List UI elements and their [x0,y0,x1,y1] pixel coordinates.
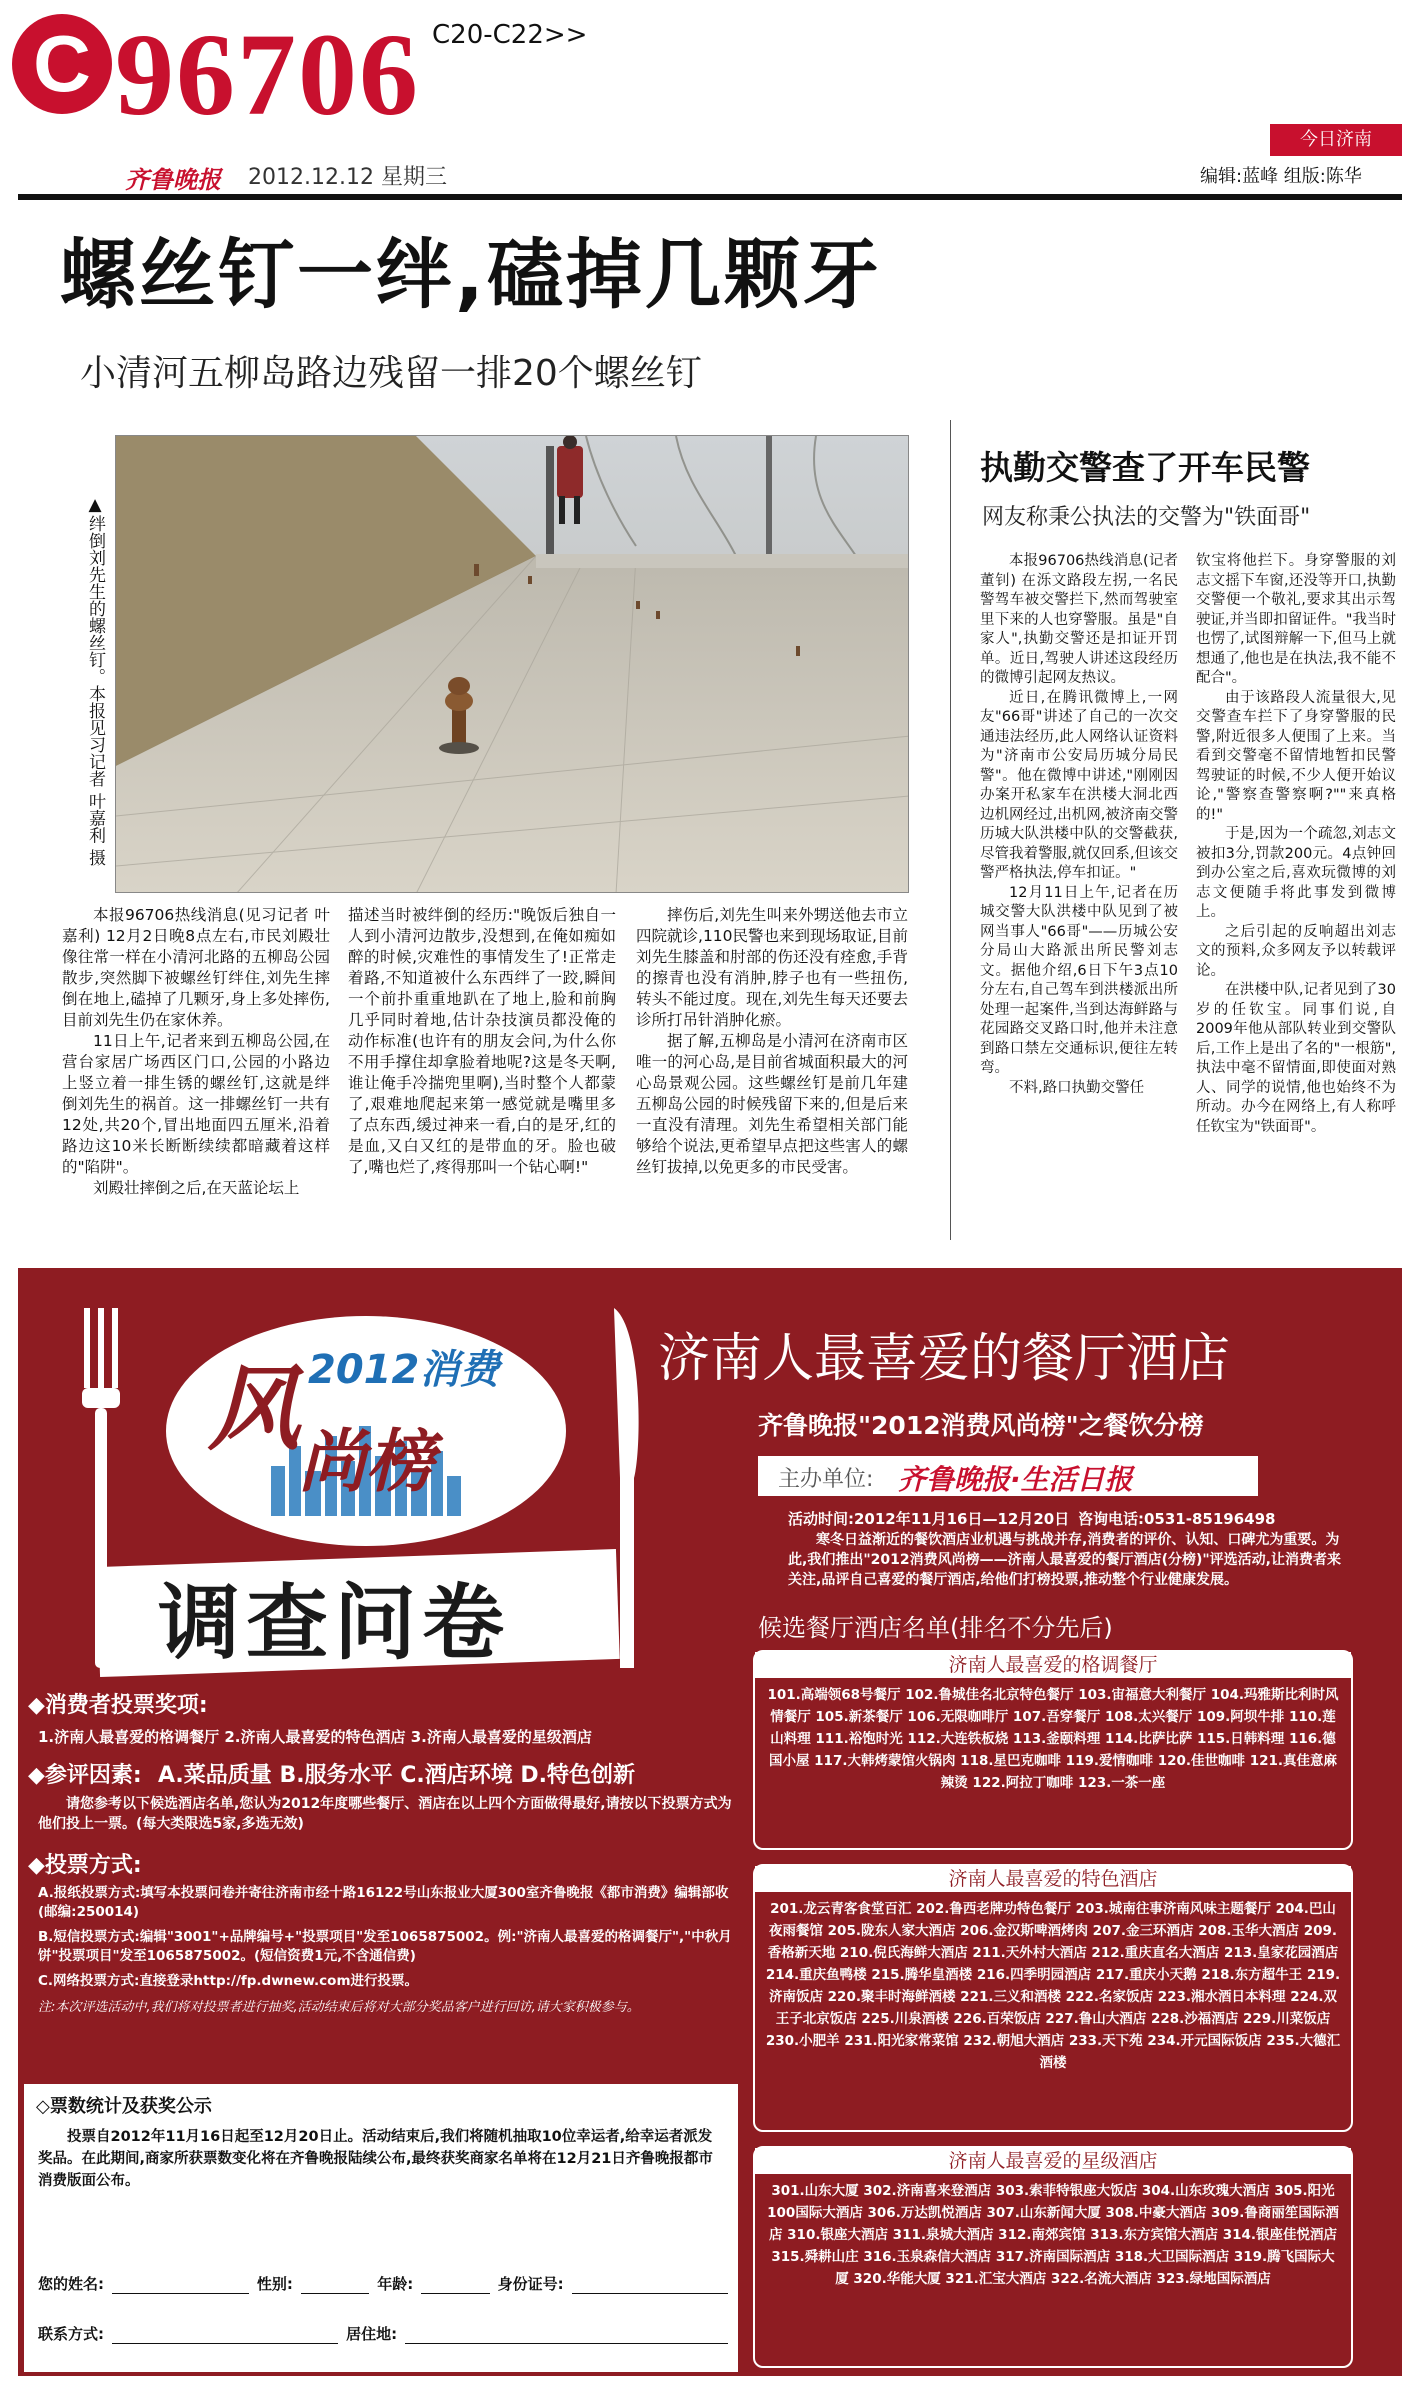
article-headline: 螺丝钉一绊,磕掉几颗牙 [60,230,882,319]
side-article-column-2 [1196,552,1396,1137]
contact-field[interactable] [112,2324,338,2344]
residence-field[interactable] [405,2324,728,2344]
page-reference: C20-C22>> [432,20,588,50]
side-article-headline: 执勤交警查了开车民警 [980,448,1310,487]
host-name: 齐鲁晚报·生活日报 [898,1463,1133,1496]
form-label-id: 身份证号: [497,2275,564,2293]
pedestrian [557,446,583,498]
header-rule [18,194,1402,200]
form-label-gender: 性别: [256,2275,293,2293]
logo-shangbang: 尚榜 [298,1423,435,1502]
vote-method-paper: A.报纸投票方式:填写本投票问卷并寄往济南市经十路16122号山东报业大厦300室齐鲁晚报《都市消费》编辑部收(邮编:250014) [38,1885,729,1920]
list-entries: 201.龙云青客食堂百汇 202.鲁西老牌功特色餐厅 203.城南往事济南风味主题餐厅 204.巴山夜雨餐馆 205.陇东人家大酒店 206.金汉斯啤酒烤肉 207.金三环酒店 208.玉华大酒店 209.香格新天地 210.倪氏海鲜大酒店 211.天外村大酒店 212.重庆直名大酒店 213.皇家花园酒店 214.重庆鱼鸭楼 215.腾华皇酒楼 216.四季明园酒店 217.重庆小天鹅 218.东方超牛王 219.济南饭店 220.聚丰时海鲜酒楼 221.三义和酒楼 222.名家饭店 223.湘水酒日本料理 224.双王子北京饭店 225.川泉酒楼 226.百荣饭店 227.鲁山大酒店 228.沙福酒店 229.川菜饭店 230.小肥羊 231.阳光家常菜馆 232.朝旭大酒店 233.天下苑 234.开元国际饭店 235.大德汇酒楼 [765,1901,1341,2071]
restaurant-survey-ad [18,1268,1402,2376]
article-photo [115,435,909,893]
entry-form [38,2254,728,2344]
article-column-3 [636,905,908,1178]
column-divider [950,420,951,1240]
gender-field[interactable] [301,2274,369,2294]
article-paragraph: 本报96706热线消息(记者 董钊) 在泺文路段左拐,一名民警驾车被交警拦下,然而驾驶室里下来的人也穿警服。虽是"自家人",执勤交警还是扣证开罚单。近日,驾驶人讲述这段经历的微博引起网友热议。 [980,553,1178,686]
article-paragraph: 12月11日上午,记者在历城交警大队洪楼中队见到了被网当事人"66哥"——历城公安分局山大路派出所民警刘志文。据他介绍,6日下午3点10分左右,自己驾车到洪楼派出所处理一起案件,当到达海鲜路与花园路交叉路口时,他并未注意到路口禁左交通标识,便往左转弯。 [980,884,1178,1076]
ad-intro: 寒冬日益渐近的餐饮酒店业机遇与挑战并存,消费者的评价、认知、口碑尤为重要。为此,我们推出"2012消费风尚榜——济南人最喜爱的餐厅酒店(分榜)"评选活动,让消费者来关注,品评自己喜爱的餐厅酒店,给他们打榜投票,推动整个行业健康发展。 [788,1532,1341,1588]
article-paragraph: 在洪楼中队,记者见到了30岁的任钦宝。同事们说,自2009年他从部队转业到交警队后,工作上是出了名的"一根筋",执法中毫不留情面,即使面对熟人、同学的说情,他也始终不为所动。办今在网络上,有人称呼任钦宝为"铁面哥"。 [1196,982,1396,1135]
criteria-heading: ◆参评因素: [28,1763,142,1788]
vote-method-heading: ◆投票方式: [28,1853,142,1878]
list-entries: 101.高端领68号餐厅 102.鲁城佳名北京特色餐厅 103.宙福意大利餐厅 104.玛雅斯比利时风情餐厅 105.新茶餐厅 106.无限咖啡厅 107.吾穿餐厅 108.太兴餐厅 109.阿坝牛排 110.莲山料理 111.裕饱时光 112.大连铁板烧 113.釜颐料理 114.比萨比萨 115.日韩料理 116.德国小屋 117.大韩烤蒙馆火锅肉 118.星巴克咖啡 119.爱情咖啡 120.佳世咖啡 121.真佳意麻辣烫 122.阿拉丁咖啡 123.一茶一座 [767,1687,1339,1791]
article-paragraph: 本报96706热线消息(见习记者 叶嘉利) 12月2日晚8点左右,市民刘殿壮像往常一样在小清河北路的五柳岛公园散步,突然脚下被螺丝钉绊住,刘先生摔倒在地上,磕掉了几颗牙,身上多处摔伤,目前刘先生仍在家休养。 [62,906,330,1029]
article-paragraph: 据了解,五柳岛是小清河在济南市区唯一的河心岛,是目前省城面积最大的河心岛景观公园。这些螺丝钉是前几年建五柳岛公园的时候残留下来的,但是后来一直没有清理。刘先生希望相关部门能够给个说法,更希望早点把这些害人的螺丝钉拔掉,以免更多的市民受害。 [636,1032,908,1176]
article-paragraph: 近日,在腾讯微博上,一网友"66哥"讲述了自己的一次交通违法经历,此人网络认证资料为"济南市公安局历城分局民警"。他在微博中讲述,"刚刚因办案开私家车在洪楼大洞北西边机网经过,出机网,被济南交警历城大队洪楼中队的交警截获,尽管我着警服,就仅回系,但该交警严格执法,停车扣证。" [980,689,1178,881]
side-article-column-1 [980,552,1178,1098]
list-boutique-restaurants [753,1650,1353,1850]
vote-award-heading: ◆消费者投票奖项: [28,1693,208,1718]
lottery-text: 投票自2012年11月16日起至12月20日止。活动结束后,我们将随机抽取10位幸运者,给幸运者派发奖品。在此期间,商家所获票数变化将在齐鲁晚报陆续公布,最终获奖商家名单将在12月21日齐鲁晚报都市消费版面公布。 [38,2129,713,2189]
article-column-2 [348,905,616,1178]
list-title: 济南人最喜爱的特色酒店 [755,1866,1351,1892]
article-paragraph: 钦宝将他拦下。身穿警服的刘志文摇下车窗,还没等开口,执勤交警便一个敬礼,要求其出示驾驶证,并当即扣留证件。"我当时也愣了,试图辩解一下,但马上就想通了,他也是在执法,我不能不配合"。 [1196,553,1396,686]
logo-feng: 风 [208,1355,301,1463]
article-paragraph: 刘殿壮摔倒之后,在天蓝论坛上 [93,1179,300,1197]
vote-method-web: C.网络投票方式:直接登录http://fp.dwnew.com进行投票。 [38,1973,419,1989]
article-subheadline: 小清河五柳岛路边残留一排20个螺丝钉 [80,353,702,394]
form-label-name: 您的姓名: [38,2275,104,2293]
host-label: 主办单位: [778,1467,874,1492]
lottery-form-box [24,2084,738,2372]
article-paragraph: 之后引起的反响超出刘志文的预料,众多网友予以转载评论。 [1196,923,1396,979]
article-paragraph: 描述当时被绊倒的经历:"晚饭后独自一人到小清河边散步,没想到,在俺如痴如醉的时候,灾难性的事情发生了!正常走着路,不知道被什么东西绊了一跤,瞬间一个前扑重重地趴在了地上,脸和前胸几乎同时着地,估计杂技演员都没俺的动作标准(也许有的朋友会问,为什么你不用手撑住却拿脸着地呢?这是冬天啊,谁让俺手冷揣兜里啊),当时整个人都蒙了,艰难地爬起来第一感觉就是嘴里多了点东西,缓过神来一看,白的是牙,红的是血,又白又红的是带血的牙。脸也破了,嘴也烂了,疼得那叫一个钻心啊!" [348,906,616,1176]
logo-year: 2012消费 [308,1347,500,1393]
criteria-note: 请您参考以下候选酒店名单,您认为2012年度哪些餐厅、酒店在以上四个方面做得最好,请按以下投票方式为他们投上一票。(每大类限选5家,多选无效) [38,1796,732,1832]
brand-masthead: 齐鲁晚报 [125,165,221,194]
form-label-contact: 联系方式: [38,2325,104,2343]
hotline-phone: 咨询电话:0531-85196498 [1078,1510,1276,1528]
list-star-hotels [753,2146,1353,2368]
article-paragraph: 摔伤后,刘先生叫来外甥送他去市立四院就诊,110民警也来到现场取证,目前刘先生膝盖和肘部的伤还没有痊愈,手背的擦青也没有消肿,脖子也有一些扭伤,转头不能过度。现在,刘先生每天还要去诊所打吊针消肿化瘀。 [636,906,908,1029]
list-title: 济南人最喜爱的格调餐厅 [755,1652,1351,1678]
list-entries: 301.山东大厦 302.济南喜来登酒店 303.索菲特银座大饭店 304.山东玫瑰大酒店 305.阳光100国际大酒店 306.万达凯悦酒店 307.山东新闻大厦 308.中豪大酒店 309.鲁商丽笙国际酒店 310.银座大酒店 311.泉城大酒店 312.南郊宾馆 313.东方宾馆大酒店 314.银座佳悦酒店 315.舜耕山庄 316.玉泉森信大酒店 317.济南国际酒店 318.大卫国际酒店 319.腾飞国际大厦 320.华能大厦 321.汇宝大酒店 322.名流大酒店 323.绿地国际酒店 [767,2183,1339,2287]
article-paragraph: 由于该路段人流量很大,见交警查车拦下了身穿警服的民警,附近很多人便围了上来。当看到交警毫不留情地暂扣民警驾驶证的时候,不少人便开始议论,"警察查警察啊?""来真格的!" [1196,689,1396,823]
article-paragraph: 不料,路口执勤交警任 [1009,1079,1145,1096]
name-field[interactable] [112,2274,249,2294]
list-title: 济南人最喜爱的星级酒店 [755,2148,1351,2174]
vote-awards: 1.济南人最喜爱的格调餐厅 2.济南人最喜爱的特色酒店 3.济南人最喜爱的星级酒店 [38,1728,592,1746]
section-tag: 今日济南 [1270,124,1402,156]
activity-time: 活动时间:2012年11月16日—12月20日 [788,1510,1070,1528]
photo-caption: ▲绊倒刘先生的螺丝钉。本报见习记者 叶嘉利 摄 [85,495,105,866]
article-paragraph: 于是,因为一个疏忽,刘志文被扣3分,罚款200元。4点钟回到办公室之后,喜欢玩微博的刘志文便随手将此事发到微博上。 [1196,826,1396,920]
form-label-age: 年龄: [377,2275,414,2293]
ad-main-title: 济南人最喜爱的餐厅酒店 [658,1329,1231,1389]
survey-title: 调查问卷 [158,1576,511,1671]
editor-credit: 编辑:蓝峰 组版:陈华 [1200,166,1362,187]
issue-date: 2012.12.12 星期三 [248,165,447,190]
form-label-residence: 居住地: [346,2325,398,2343]
hotline-logo: C [12,14,112,114]
article-column-1 [62,905,330,1199]
photo-scene [116,436,909,893]
lottery-heading: ◇票数统计及获奖公示 [36,2096,212,2117]
vote-note: 注:本次评选活动中,我们将对投票者进行抽奖,活动结束后将对大部分奖品客户进行回访,请大家积极参与。 [38,2000,640,2015]
id-number-field[interactable] [572,2274,728,2294]
candidate-heading: 候选餐厅酒店名单(排名不分先后) [758,1614,1113,1642]
vote-method-sms: B.短信投票方式:编辑"3001"+品牌编号+"投票项目"发至1065875002。例:"济南人最喜爱的格调餐厅","中秋月饼"投票项目"发至1065875002。(短信资费1元,不含通信费) [38,1929,732,1964]
hotline-number: 96706 [115,9,420,140]
age-field[interactable] [421,2274,489,2294]
list-specialty-restaurants [753,1864,1353,2132]
criteria: A.菜品质量 B.服务水平 C.酒店环境 D.特色创新 [158,1763,636,1788]
side-article-subheadline: 网友称秉公执法的交警为"铁面哥" [982,505,1311,530]
ad-subtitle: 齐鲁晚报"2012消费风尚榜"之餐饮分榜 [758,1411,1204,1440]
article-paragraph: 11日上午,记者来到五柳岛公园,在营台家居广场西区门口,公园的小路边上竖立着一排生锈的螺丝钉,这就是绊倒刘先生的祸首。这一排螺丝钉一共有12处,共20个,冒出地面四五厘米,沿着路边这10米长断断续续都暗藏着这样的"陷阱"。 [62,1032,330,1176]
